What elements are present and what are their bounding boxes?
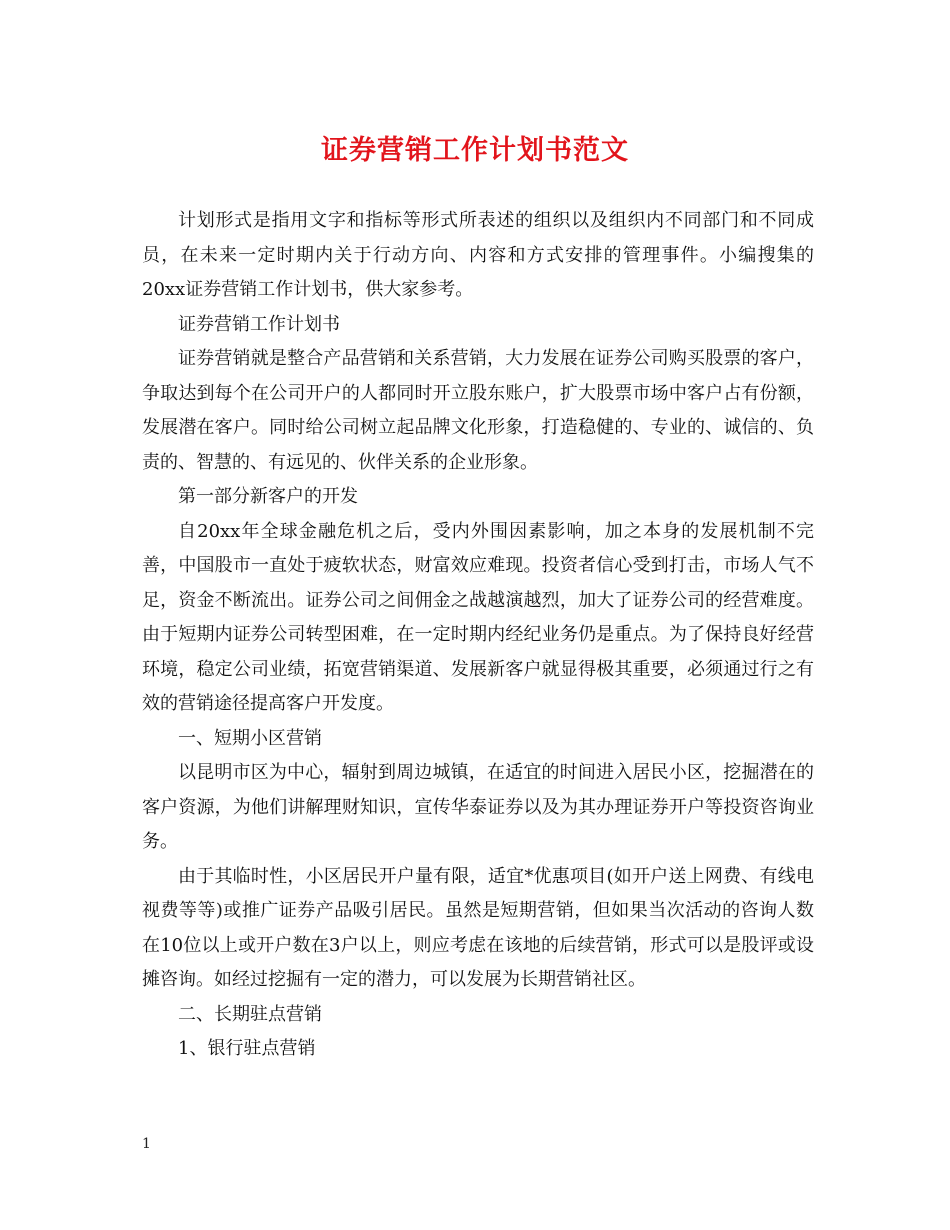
section-heading-plan: 证券营销工作计划书 bbox=[178, 313, 340, 335]
intro-paragraph: 计划形式是指用文字和指标等形式所表述的组织以及组织内不同部门和不同成员，在未来一定时期内关于行动方向、内容和方式安排的管理事件。小编搜集的20xx证券营销工作计划书，供大家参考。 bbox=[142, 210, 814, 300]
section-heading-short-term: 一、短期小区营销 bbox=[178, 727, 322, 749]
marketing-overview-paragraph: 证券营销就是整合产品营销和关系营销，大力发展在证券公司购买股票的客户，争取达到每个在公司开户的人都同时开立股东账户，扩大股票市场中客户占有份额，发展潜在客户。同时给公司树立起品牌文化形象，打造稳健的、专业的、诚信的、负责的、智慧的、有远见的、伙伴关系的企业形象。 bbox=[142, 348, 814, 473]
document-body bbox=[142, 204, 814, 1067]
page-number: 1 bbox=[142, 1136, 151, 1152]
section-heading-bank: 1、银行驻点营销 bbox=[178, 1038, 316, 1059]
section-heading-long-term: 二、长期驻点营销 bbox=[178, 1003, 322, 1025]
community-marketing-paragraph: 以昆明市区为中心，辐射到周边城镇，在适宜的时间进入居民小区，挖掘潜在的客户资源，为他们讲解理财知识，宣传华泰证券以及为其办理证券开户等投资咨询业务。 bbox=[142, 762, 814, 852]
section-heading-part-one: 第一部分新客户的开发 bbox=[178, 486, 358, 507]
market-background-paragraph: 自20xx年全球金融危机之后，受内外围因素影响，加之本身的发展机制不完善，中国股市一直处于疲软状态，财富效应难现。投资者信心受到打击，市场人气不足，资金不断流出。证券公司之间佣金之战越演越烈，加大了证券公司的经营难度。由于短期内证券公司转型困难，在一定时期内经纪业务仍是重点。为了保持良好经营环境，稳定公司业绩，拓宽营销渠道、发展新客户就显得极其重要，必须通过行之有效的营销途径提高客户开发度。 bbox=[142, 520, 814, 714]
temporary-nature-paragraph: 由于其临时性，小区居民开户量有限，适宜*优惠项目(如开户送上网费、有线电视费等等)或推广证券产品吸引居民。虽然是短期营销，但如果当次活动的咨询人数在10位以上或开户数在3户以上，则应考虑在该地的后续营销，形式可以是股评或设摊咨询。如经过挖掘有一定的潜力，可以发展为长期营销社区。 bbox=[142, 865, 814, 990]
page-title: 证券营销工作计划书范文 bbox=[321, 135, 629, 166]
